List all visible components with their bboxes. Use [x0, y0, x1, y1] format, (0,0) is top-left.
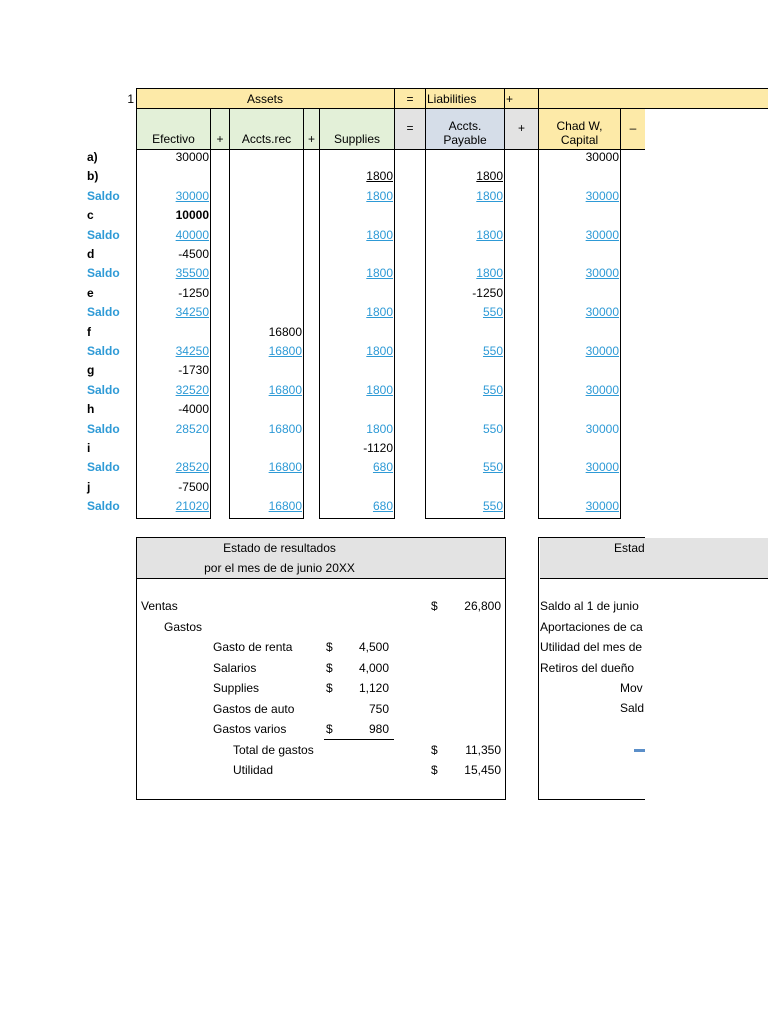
cell-capital: 30000: [585, 227, 619, 242]
cell-payable: 1800: [476, 188, 503, 203]
equity-band: [539, 89, 768, 108]
cell-accts-rec: 16800: [268, 499, 302, 514]
row-label: Saldo: [87, 266, 120, 281]
cell-efectivo: 34250: [175, 305, 209, 320]
cell-supplies: 680: [372, 460, 393, 475]
row-label: i: [87, 441, 91, 455]
cell-supplies: 1800: [366, 382, 393, 397]
page-edge-bottom: [645, 579, 768, 809]
cell-efectivo: 10000: [175, 208, 209, 223]
row-label: f: [87, 324, 91, 339]
cell-payable: 550: [482, 305, 503, 320]
cell-efectivo: 30000: [175, 188, 209, 203]
cell-payable: -1250: [472, 285, 503, 300]
capital-mov: Mov: [620, 681, 643, 695]
cell-efectivo: 28520: [175, 421, 209, 436]
cell-capital: 30000: [585, 150, 619, 164]
row-label: j: [87, 479, 91, 494]
row-label: Saldo: [87, 344, 120, 358]
capital-statement-title: Estad: [614, 541, 645, 555]
cell-payable: 550: [482, 421, 503, 436]
expense-currency: $: [326, 722, 333, 736]
row-label: b): [87, 169, 99, 184]
cell-efectivo: 28520: [175, 460, 209, 475]
cell-payable: 550: [482, 344, 503, 358]
cell-accts-rec: 16800: [268, 382, 302, 397]
cell-capital: 30000: [585, 382, 619, 397]
capital-line: Saldo al 1 de junio: [540, 599, 639, 613]
cell-payable: 550: [482, 382, 503, 397]
cell-efectivo: 34250: [175, 344, 209, 358]
row-label: c: [87, 208, 94, 223]
cell-efectivo: 21020: [175, 499, 209, 514]
utilidad-currency: $: [431, 763, 438, 777]
cell-capital: 30000: [585, 460, 619, 475]
expense-value: 750: [368, 701, 389, 716]
cell-capital: 30000: [585, 266, 619, 281]
row-label: Saldo: [87, 460, 120, 475]
utilidad-value: 15,450: [464, 763, 501, 777]
equals-col: =: [406, 121, 414, 135]
plus3: +: [517, 121, 525, 135]
cell-efectivo: -4000: [178, 402, 209, 417]
cell-payable: 1800: [476, 266, 503, 281]
cell-supplies: 1800: [366, 266, 393, 281]
gastos-label: Gastos: [164, 620, 203, 634]
cell-capital: 30000: [585, 188, 619, 203]
row-label: Saldo: [87, 227, 120, 242]
cell-accts-rec: 16800: [268, 324, 302, 339]
cell-supplies: 680: [372, 499, 393, 514]
cell-capital: 30000: [585, 499, 619, 514]
expense-label: Supplies: [213, 681, 260, 695]
row-label: h: [87, 402, 95, 417]
cell-payable: 1800: [476, 227, 503, 242]
assets-header: Assets: [246, 92, 283, 106]
total-gastos-label: Total de gastos: [233, 743, 314, 757]
cell-supplies: 1800: [366, 188, 393, 203]
expense-currency: $: [326, 681, 333, 695]
cell-efectivo: 32520: [175, 382, 209, 397]
cell-efectivo: -1250: [178, 285, 209, 300]
cell-efectivo: 40000: [175, 227, 209, 242]
cell-efectivo: 35500: [175, 266, 209, 281]
cell-supplies: 1800: [366, 227, 393, 242]
cell-efectivo: -7500: [178, 479, 209, 494]
expense-value: 4,500: [358, 640, 389, 654]
row-number: 1: [127, 92, 134, 106]
ventas-value: 26,800: [464, 599, 501, 613]
ventas-currency: $: [431, 599, 438, 613]
capital-header-line1: Chad W,: [556, 119, 603, 133]
cell-supplies: 1800: [366, 305, 393, 320]
cell-supplies: -1120: [363, 441, 393, 455]
expense-label: Gastos de auto: [213, 701, 295, 716]
cell-efectivo: -1730: [178, 363, 209, 378]
ventas-label: Ventas: [141, 599, 178, 613]
minus-sign: –: [629, 121, 637, 135]
accts-payable-header-line1: Accts.: [448, 119, 482, 133]
expense-label: Salarios: [213, 660, 257, 675]
row-label: Saldo: [87, 421, 120, 436]
cell-payable: 550: [482, 460, 503, 475]
cell-payable: 550: [482, 499, 503, 514]
plus-sign: +: [506, 92, 514, 106]
utilidad-label: Utilidad: [233, 763, 274, 777]
row-label: Saldo: [87, 382, 120, 397]
expense-value: 4,000: [358, 660, 389, 675]
accts-payable-header-line2: Payable: [443, 133, 487, 147]
cell-efectivo: 30000: [175, 150, 209, 164]
plus2: +: [307, 132, 315, 146]
income-statement-title: Estado de resultados: [223, 541, 336, 555]
total-gastos-currency: $: [431, 743, 438, 757]
income-statement-subtitle: por el mes de de junio 20XX: [204, 561, 355, 575]
row-label: d: [87, 247, 95, 261]
expense-value: 980: [368, 722, 389, 736]
capital-line: Utilidad del mes de: [540, 640, 643, 654]
capital-line: Retiros del dueño: [540, 660, 635, 675]
cell-accts-rec: 16800: [268, 460, 302, 475]
capital-sald: Sald: [620, 701, 645, 715]
capital-blue-mark: [634, 749, 645, 752]
plus1: +: [216, 132, 224, 146]
cell-efectivo: -4500: [178, 247, 209, 261]
cell-capital: 30000: [585, 344, 619, 358]
cell-payable: 1800: [476, 169, 503, 184]
equals-sign: =: [406, 92, 414, 106]
capital-line: Aportaciones de ca: [540, 619, 643, 634]
cell-accts-rec: 16800: [268, 344, 302, 358]
expense-currency: $: [326, 660, 333, 675]
capital-statement-header-bg: [540, 538, 768, 579]
page-edge: [645, 109, 768, 538]
cell-supplies: 1800: [366, 421, 393, 436]
liabilities-header: Liabilities: [427, 92, 477, 106]
expense-underline: [324, 739, 394, 740]
efectivo-header: Efectivo: [152, 132, 195, 146]
expense-currency: $: [326, 640, 333, 654]
cell-supplies: 1800: [366, 169, 393, 184]
expense-value: 1,120: [358, 681, 389, 695]
cell-supplies: 1800: [366, 344, 393, 358]
expense-label: Gastos varios: [213, 722, 287, 736]
accts-rec-header: Accts.rec: [241, 132, 292, 146]
expense-label: Gasto de renta: [213, 640, 293, 654]
row-label: e: [87, 285, 94, 300]
capital-header-line2: Capital: [560, 133, 599, 147]
row-label: Saldo: [87, 499, 120, 514]
row-label: Saldo: [87, 305, 120, 320]
total-gastos-value: 11,350: [465, 743, 501, 757]
row-label: Saldo: [87, 188, 120, 203]
cell-capital: 30000: [585, 421, 619, 436]
cell-accts-rec: 16800: [268, 421, 302, 436]
supplies-header: Supplies: [333, 132, 381, 146]
row-label: a): [87, 150, 98, 164]
cell-capital: 30000: [585, 305, 619, 320]
row-label: g: [87, 363, 95, 378]
